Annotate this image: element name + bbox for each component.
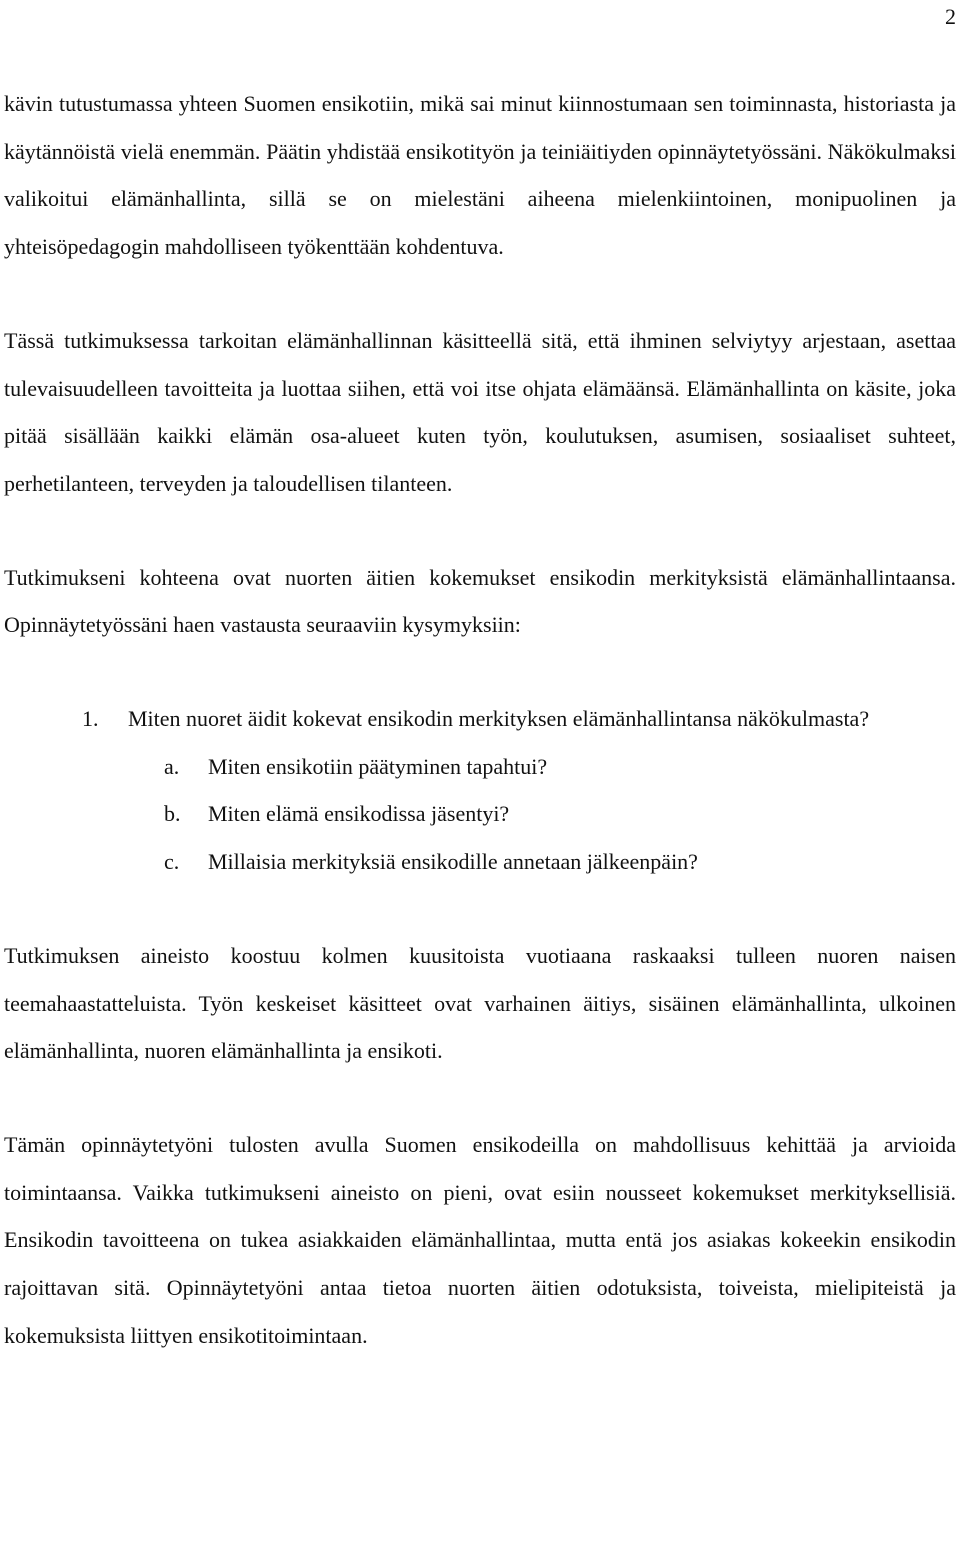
sub-question-text: Millaisia merkityksiä ensikodille annetaan jälkeenpäin? (208, 849, 698, 875)
list-number: 1. (82, 706, 99, 732)
sub-question-list (128, 743, 956, 886)
paragraph-definition: Tässä tutkimuksessa tarkoitan elämänhallinnan käsitteellä sitä, että ihminen selviytyy arjestaan, asettaa tulevaisuudelleen tavoitteita ja luottaa siihen, että voi itse ohjata elämäänsä. Elämänhallinta on käsite, joka pitää sisällään kaikki elämän osa-alueet kuten työn, koulutuksen, asumisen, sosiaaliset suhteet, perhetilanteen, terveyden ja taloudellisen tilanteen. (4, 327, 956, 496)
paragraph-material: Tutkimuksen aineisto koostuu kolmen kuusitoista vuotiaana raskaaksi tulleen nuoren naisen teemahaastatteluista. Työn keskeiset käsitteet ovat varhainen äitiys, sisäinen elämänhallinta, ulkoinen elämänhallinta, nuoren elämänhallinta ja ensikoti. (4, 942, 956, 1064)
sub-question-letter: c. (164, 849, 180, 875)
paragraph-gap (4, 886, 956, 932)
paragraph-gap (4, 271, 956, 317)
sub-question (4, 790, 956, 838)
sub-question (4, 838, 956, 886)
paragraph-gap (4, 1075, 956, 1121)
sub-question-text: Miten elämä ensikodissa jäsentyi? (208, 801, 510, 827)
document-body (4, 80, 956, 1359)
paragraph-gap (4, 508, 956, 554)
research-question-text: Miten nuoret äidit kokevat ensikodin merkityksen elämänhallintansa näkökulmasta? (128, 706, 870, 732)
paragraph-gap (4, 649, 956, 695)
paragraph-research-target: Tutkimukseni kohteena ovat nuorten äitien kokemukset ensikodin merkityksistä elämänhallintaansa. Opinnäytetyössäni haen vastausta seuraaviin kysymyksiin: (4, 564, 956, 638)
sub-question-letter: b. (164, 801, 181, 827)
page-number: 2 (945, 4, 956, 29)
sub-question-text: Miten ensikotiin päätyminen tapahtui? (208, 753, 548, 779)
sub-question-letter: a. (164, 753, 180, 779)
sub-question (4, 743, 956, 791)
research-question (4, 695, 956, 886)
paragraph-intro: kävin tutustumassa yhteen Suomen ensikotiin, mikä sai minut kiinnostumaan sen toiminnasta, historiasta ja käytännöistä vielä enemmän. Päätin yhdistää ensikotityön ja teiniäitiyden opinnäytetyössäni. Näkökulmaksi valikoitui elämänhallinta, sillä se on mielestäni aiheena mielenkiintoinen, monipuolinen ja yhteisöpedagogin mahdolliseen työkenttään kohdentuva. (4, 91, 956, 260)
research-question-list (4, 695, 956, 886)
paragraph-results: Tämän opinnäytetyöni tulosten avulla Suomen ensikodeilla on mahdollisuus kehittää ja arvioida toimintaansa. Vaikka tutkimukseni aineisto on pieni, ovat esiin nousseet kokemukset merkityksellisiä. Ensikodin tavoitteena on tukea asiakkaiden elämänhallintaa, mutta entä jos asiakas kokeekin ensikodin rajoittavan sitä. Opinnäytetyöni antaa tietoa nuorten äitien odotuksista, toiveista, mielipiteistä ja kokemuksista liittyen ensikotitoimintaan. (4, 1131, 956, 1348)
